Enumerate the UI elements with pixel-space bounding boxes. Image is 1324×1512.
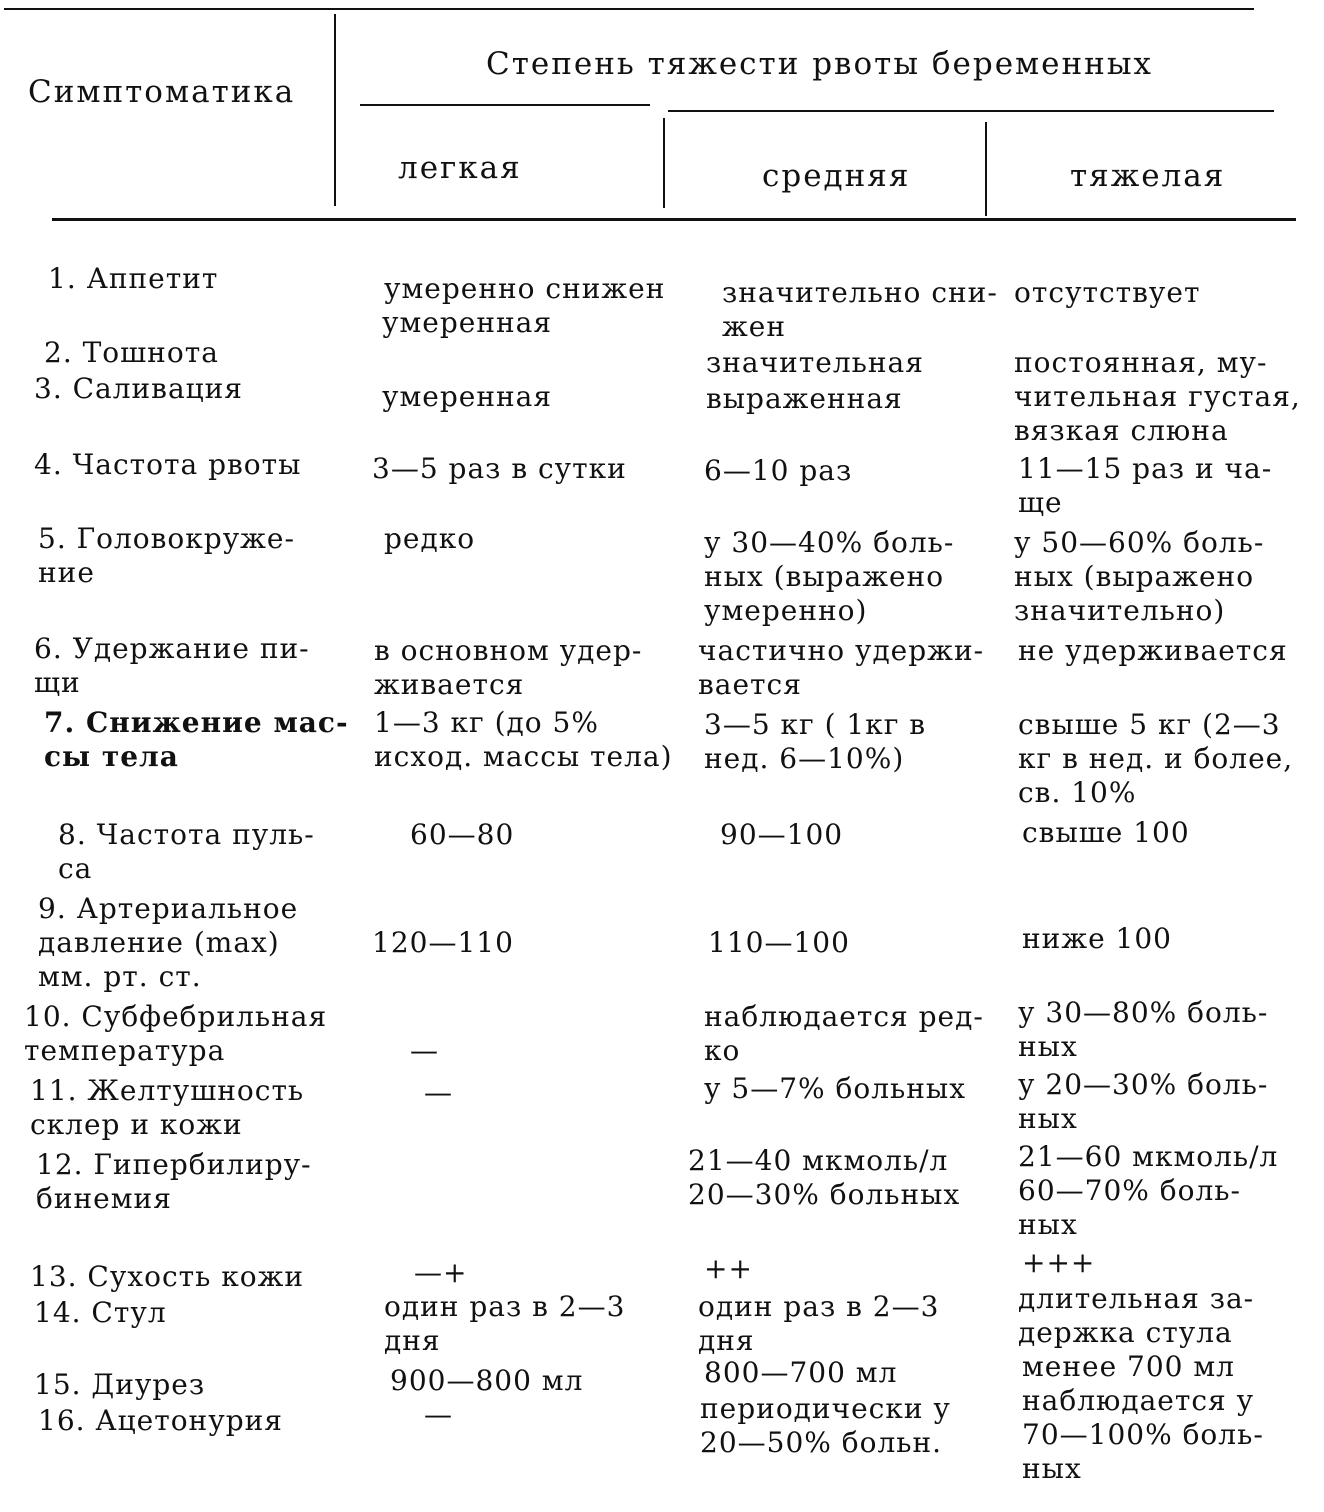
row-2-mild: умеренная xyxy=(382,306,552,339)
row-9-severe: ниже 100 xyxy=(1022,922,1172,955)
level-header-moderate: средняя xyxy=(762,158,911,194)
row-3-moderate: выраженная xyxy=(706,382,903,415)
row-1-symptom: 1. Аппетит xyxy=(48,262,219,295)
header-bottom-rule xyxy=(52,218,1296,221)
level-divider-1 xyxy=(663,118,665,208)
row-10-mild: — xyxy=(410,1034,439,1067)
row-11-mild: — xyxy=(424,1076,453,1109)
row-13-severe: +++ xyxy=(1022,1246,1096,1279)
row-4-severe: 11—15 раз и ча- ще xyxy=(1018,452,1273,519)
row-15-severe: менее 700 мл xyxy=(1022,1350,1235,1383)
row-10-severe: у 30—80% боль- ных xyxy=(1018,996,1269,1063)
row-11-severe: у 20—30% боль- ных xyxy=(1018,1068,1269,1135)
row-1-mild: умеренно снижен xyxy=(384,272,666,305)
row-16-severe: наблюдается у 70—100% боль- ных xyxy=(1022,1384,1264,1485)
row-14-moderate: один раз в 2—3 дня xyxy=(698,1290,940,1357)
row-6-symptom: 6. Удержание пи- щи xyxy=(34,632,310,699)
row-8-symptom: 8. Частота пуль- са xyxy=(58,818,315,885)
row-8-mild: 60—80 xyxy=(410,818,515,851)
row-8-moderate: 90—100 xyxy=(720,818,844,851)
severity-group-header: Степень тяжести рвоты беременных xyxy=(486,46,1153,82)
row-13-symptom: 13. Сухость кожи xyxy=(30,1260,305,1293)
subheader-rule xyxy=(360,104,650,106)
row-6-moderate: частично удержи- вается xyxy=(698,634,985,701)
row-9-symptom: 9. Артериальное давление (max) мм. рт. ст. xyxy=(38,892,299,993)
row-12-moderate: 21—40 мкмоль/л 20—30% больных xyxy=(688,1144,961,1211)
row-7-severe: свыше 5 кг (2—3 кг в нед. и более, св. 10% xyxy=(1018,708,1294,809)
level-header-mild: легкая xyxy=(398,150,522,186)
row-15-moderate: 800—700 мл xyxy=(704,1356,898,1389)
row-12-symptom: 12. Гипербилиру- бинемия xyxy=(36,1148,312,1215)
top-rule xyxy=(4,8,1254,10)
row-9-mild: 120—110 xyxy=(372,926,514,959)
row-16-moderate: периодически у 20—50% больн. xyxy=(700,1392,951,1459)
level-divider-2 xyxy=(985,122,987,216)
row-15-mild: 900—800 мл xyxy=(390,1364,584,1397)
row-1-moderate: значительно сни- жен xyxy=(722,276,998,343)
row-4-moderate: 6—10 раз xyxy=(704,454,853,487)
row-16-mild: — xyxy=(424,1398,453,1431)
row-7-symptom: 7. Снижение мас- сы тела xyxy=(44,706,349,773)
row-10-symptom: 10. Субфебрильная температура xyxy=(24,1000,328,1067)
row-14-symptom: 14. Стул xyxy=(34,1296,167,1329)
row-6-mild: в основном удер- живается xyxy=(374,634,643,701)
row-14-mild: один раз в 2—3 дня xyxy=(384,1290,626,1357)
row-4-mild: 3—5 раз в сутки xyxy=(372,452,627,485)
symptom-column-header: Симптоматика xyxy=(28,74,296,110)
row-5-mild: редко xyxy=(384,522,476,555)
row-3-mild: умеренная xyxy=(382,380,552,413)
row-2-moderate: значительная xyxy=(706,346,924,379)
level-header-severe: тяжелая xyxy=(1070,158,1226,194)
row-16-symptom: 16. Ацетонурия xyxy=(38,1404,283,1437)
row-12-severe: 21—60 мкмоль/л 60—70% боль- ных xyxy=(1018,1140,1279,1241)
row-9-moderate: 110—100 xyxy=(708,926,850,959)
row-15-symptom: 15. Диурез xyxy=(34,1368,206,1401)
row-13-moderate: ++ xyxy=(704,1252,753,1285)
row-3-severe: постоянная, му- чительная густая, вязкая слюна xyxy=(1014,346,1301,447)
row-5-symptom: 5. Головокруже- ние xyxy=(38,522,295,589)
row-11-symptom: 11. Желтушность склер и кожи xyxy=(30,1074,305,1141)
row-3-symptom: 3. Саливация xyxy=(34,372,243,405)
subheader-rule-right xyxy=(668,110,1274,112)
row-13-mild: —+ xyxy=(414,1256,468,1289)
row-6-severe: не удерживается xyxy=(1018,634,1288,667)
row-5-severe: у 50—60% боль- ных (выражено значительно) xyxy=(1014,526,1265,627)
row-14-severe: длительная за- держка стула xyxy=(1018,1282,1255,1349)
row-10-moderate: наблюдается ред- ко xyxy=(704,1000,984,1067)
row-2-symptom: 2. Тошнота xyxy=(44,336,219,369)
row-1-severe: отсутствует xyxy=(1014,276,1201,309)
row-8-severe: свыше 100 xyxy=(1022,816,1190,849)
row-5-moderate: у 30—40% боль- ных (выражено умеренно) xyxy=(704,526,955,627)
row-4-symptom: 4. Частота рвоты xyxy=(34,448,302,481)
row-7-moderate: 3—5 кг ( 1кг в нед. 6—10%) xyxy=(704,708,927,775)
header-vertical-divider xyxy=(334,14,336,206)
row-11-moderate: у 5—7% больных xyxy=(704,1072,966,1105)
row-7-mild: 1—3 кг (до 5% исход. массы тела) xyxy=(374,706,673,773)
